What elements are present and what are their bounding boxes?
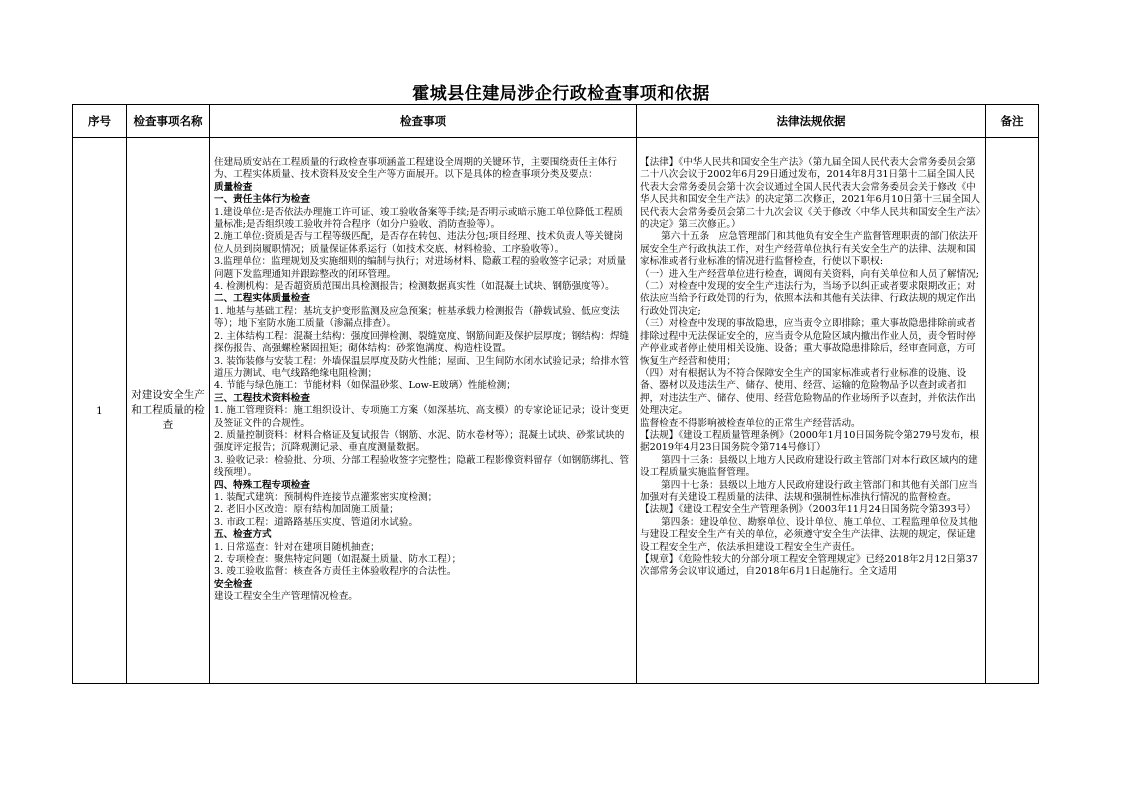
check-paragraph: 3.监理单位：监理规划及实施细则的编制与执行；对进场材料、隐蔽工程的验收签字记录；对质量问题下发监理通知并跟踪整改的闭环管理。 [214, 256, 627, 280]
law-paragraph: 【法规】《建设工程质量管理条例》（2000年1月10日国务院令第279号发布，根据2019年4月23日国务院令第714号修订） [640, 429, 980, 454]
cell-check [210, 138, 637, 684]
check-paragraph: 3. 装饰装修与安装工程：外墙保温层厚度及防火性能；屋面、卫生间防水闭水试验记录；给排水管道压力测试、电气线路绝缘电阻检测； [214, 355, 630, 379]
check-paragraph: 建设工程安全生产管理情况检查。 [214, 591, 358, 603]
law-paragraph: （一）进入生产经营单位进行检查，调阅有关资料，向有关单位和人员了解情况; [640, 268, 980, 280]
header-row [73, 105, 1039, 138]
law-paragraph: 第四十七条：县级以上地方人民政府建设行政主管部门和其他有关部门应当加强对有关建设工程质量的法律、法规和强制性标准执行情况的监督检查。 [640, 479, 978, 503]
check-paragraph: 4. 检测机构：是否超资质范围出具检测报告；检测数据真实性（如混凝土试块、钢筋强度等）。 [214, 281, 615, 293]
header-seq: 序号 [73, 105, 127, 138]
header-note: 备注 [986, 105, 1039, 138]
cell-law [637, 138, 986, 684]
law-paragraph: 第四条：建设单位、勘察单位、设计单位、施工单位、工程监理单位及其他与建设工程安全生产有关的单位，必须遵守安全生产法律、法规的规定，保证建设工程安全生产，依法承担建设工程安全生产责任。 [640, 516, 978, 553]
check-paragraph: 2. 专项检查：聚焦特定问题（如混凝土质量、防水工程）； [214, 554, 462, 565]
check-paragraph: 2. 老旧小区改造：原有结构加固施工质量； [214, 504, 399, 516]
check-heading: 质量检查 [214, 181, 253, 193]
cell-note [986, 138, 1039, 684]
check-content [214, 157, 632, 604]
law-paragraph: （二）对检查中发现的安全生产违法行为，当场予以纠正或者要求限期改正；对依法应当给予行政处罚的行为，依照本法和其他有关法律、行政法规的规定作出行政处罚决定; [640, 281, 976, 317]
law-content [640, 157, 981, 579]
check-heading: 一、责任主体行为检查 [214, 194, 310, 206]
check-paragraph: 住建局质安站在工程质量的行政检查事项涵盖工程建设全周期的关键环节，主要围绕责任主体行为、工程实体质量、技术资料及安全生产等方面展开。以下是具体的检查事项分类及要点： [214, 157, 617, 181]
header-law: 法律法规依据 [637, 105, 986, 138]
check-heading: 四、特殊工程专项检查 [214, 479, 310, 491]
check-paragraph: 1. 地基与基础工程：基坑支护变形监测及应急预案；桩基承载力检测报告（静载试验、低应变法等）；地下室防水施工质量（渗漏点排查）。 [214, 305, 620, 330]
law-paragraph: （四）对有根据认为不符合保障安全生产的国家标准或者行业标准的设施、设备、器材以及违法生产、储存、使用、经营、运输的危险物品予以查封或者扣押，对违法生产、储存、使用、经营危险物品的作业场所予以查封，并依法作出处理决定。 [640, 367, 976, 417]
check-paragraph: 3. 市政工程：道路路基压实度、管道闭水试验。 [214, 516, 419, 528]
law-paragraph: 第六十五条 应急管理部门和其他负有安全生产监督管理职责的部门依法开展安全生产行政执法工作，对生产经营单位执行有关安全生产的法律、法规和国家标准或者行业标准的情况进行监督检查，行使以下职权: [640, 231, 978, 268]
check-paragraph: 3. 竣工验收监督：核查各方责任主体验收程序的合法性。 [214, 566, 457, 578]
law-paragraph: 第四十三条：县级以上地方人民政府建设行政主管部门对本行政区域内的建设工程质量实施监督管理。 [640, 454, 978, 479]
check-paragraph: 2.施工单位:资质是否与工程等级匹配，是否存在转包、违法分包;项目经理、技术负责人等关键岗位人员到岗履职情况；质量保证体系运行（如技术交底、材料检验、工序验收等）。 [214, 231, 623, 255]
header-name: 检查事项名称 [127, 105, 210, 138]
law-paragraph: （三）对检查中发现的事故隐患，应当责令立即排除；重大事故隐患排除前或者排除过程中无法保证安全的，应当责令从危险区域内撤出作业人员，责令暂时停产停业或者停止使用相关设施、设备；重大事故隐患排除后，经审查同意，方可恢复生产经营和使用； [640, 318, 976, 367]
check-paragraph: 1. 施工管理资料：施工组织设计、专项施工方案（如深基坑、高支模）的专家论证记录；设计变更及签证文件的合规性。 [214, 405, 630, 429]
header-check: 检查事项 [210, 105, 637, 138]
cell-name: 对建设安全生产和工程质量的检查 [127, 138, 210, 684]
check-paragraph: 1.建设单位:是否依法办理施工许可证、竣工验收备案等手续;是否明示或暗示施工单位降低工程质量标准;是否组织竣工验收并符合程序（如分户验收、消防查验等）。 [214, 206, 623, 231]
law-paragraph: 【法律】《中华人民共和国安全生产法》（第九届全国人民代表大会常务委员会第二十八次会议于2002年6月29日通过发布，2014年8月31日第十二届全国人民代表大会常务委员会第十次会议通过全国人民代表大会常务委员会关于修改《中华人民共和国安全生产法》的决定第二次修正，2021年6月10日第十三届全国人民代表大会常务委员会第二十九次会议《关于修改〈中华人民共和国安全生产法〉的决定》第三次修正。） [640, 157, 981, 231]
page-title: 霍城县住建局涉企行政检查事项和依据 [412, 84, 710, 104]
check-heading: 三、工程技术资料检查 [214, 392, 310, 404]
law-paragraph: 监督检查不得影响被检查单位的正常生产经营活动。 [640, 417, 861, 429]
check-paragraph: 3. 验收记录：检验批、分项、分部工程验收签字完整性；隐蔽工程影像资料留存（如钢筋绑扎、管线预埋）。 [214, 454, 630, 479]
table-row [73, 138, 1039, 684]
check-paragraph: 2. 质量控制资料：材料合格证及复试报告（钢筋、水泥、防水卷材等）；混凝土试块、砂浆试块的强度评定报告；沉降观测记录、垂直度测量数据。 [214, 429, 625, 454]
check-paragraph: 1. 装配式建筑：预制构件连接节点灌浆密实度检测； [214, 491, 438, 503]
cell-seq: 1 [73, 138, 127, 684]
check-paragraph: 2. 主体结构工程：混凝土结构：强度回弹检测、裂缝宽度、钢筋间距及保护层厚度；钢结构：焊缝探伤报告、高强螺栓紧固扭矩；砌体结构：砂浆饱满度、构造柱设置。 [214, 330, 630, 355]
check-heading: 安全检查 [214, 578, 253, 590]
inspection-table [72, 104, 1039, 684]
check-paragraph: 4. 节能与绿色施工：节能材料（如保温砂浆、Low-E玻璃）性能检测； [214, 380, 516, 392]
law-paragraph: 【规章】《危险性较大的分部分项工程安全管理规定》已经2018年2月12日第37次部常务会议审议通过，自2018年6月1日起施行。全文适用 [640, 554, 978, 578]
check-heading: 五、检查方式 [214, 529, 272, 541]
check-heading: 二、工程实体质量检查 [214, 293, 310, 305]
law-paragraph: 【法规】《建设工程安全生产管理条例》（2003年11月24日国务院令第393号） [640, 504, 976, 516]
check-paragraph: 1. 日常巡查：针对在建项目随机抽查； [214, 541, 380, 553]
